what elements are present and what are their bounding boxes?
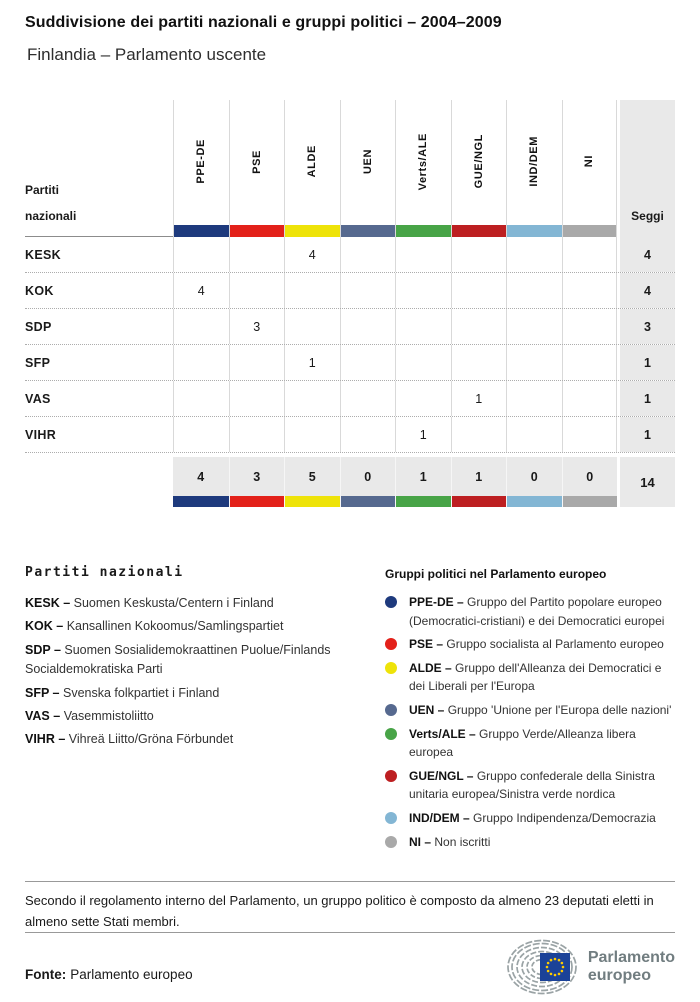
value-cell <box>562 273 618 308</box>
legend-item: SFP – Svenska folkpartiet i Finland <box>25 685 220 700</box>
table-row-vihr <box>25 417 675 453</box>
column-header-gue-ngl: GUE/NGL <box>451 100 507 237</box>
total-cell: 4 <box>173 457 229 507</box>
seats-cell: 1 <box>620 417 675 452</box>
legend-color-dot <box>385 836 397 848</box>
legend-item: UEN – Gruppo 'Unione per l'Europa delle nazioni' <box>385 701 675 720</box>
value-cell <box>562 417 618 452</box>
column-header-verts-ale: Verts/ALE <box>395 100 451 237</box>
value-cell <box>395 309 451 344</box>
group-color-bar <box>285 225 340 237</box>
page-title: Suddivisione dei partiti nazionali e gruppi politici – 2004–2009 <box>25 14 502 31</box>
column-header-alde: ALDE <box>284 100 340 237</box>
value-cell <box>506 309 562 344</box>
political-groups-legend <box>385 565 675 856</box>
total-cell: 3 <box>229 457 285 507</box>
source-label: Fonte: <box>25 967 67 982</box>
group-color-bar <box>396 496 451 507</box>
party-name: VAS <box>25 391 51 406</box>
national-parties-legend <box>25 565 355 856</box>
value-cell <box>229 417 285 452</box>
party-name: SDP <box>25 319 52 334</box>
footnote: Secondo il regolamento interno del Parlamento, un gruppo politico è composto da almeno 23 deputati eletti in almeno sette Stati membri. <box>25 881 675 932</box>
value-cell <box>451 273 507 308</box>
group-color-bar <box>452 496 507 507</box>
value-cell <box>451 237 507 272</box>
table-row-sdp <box>25 309 675 345</box>
value-cell: 4 <box>284 237 340 272</box>
group-color-bar <box>452 225 507 237</box>
legend-color-dot <box>385 638 397 650</box>
seats-cell: 1 <box>620 345 675 380</box>
party-name: VIHR <box>25 427 57 442</box>
seats-cell: 3 <box>620 309 675 344</box>
page-subtitle: Finlandia – Parlamento uscente <box>27 45 267 64</box>
group-color-bar <box>230 225 285 237</box>
legend-color-dot <box>385 812 397 824</box>
value-cell <box>340 309 396 344</box>
seats-cell: 4 <box>620 237 675 272</box>
corner-header-label: Partiti nazionali <box>25 183 77 223</box>
value-cell: 4 <box>173 273 229 308</box>
column-header-ind-dem: IND/DEM <box>506 100 562 237</box>
column-header-pse: PSE <box>229 100 285 237</box>
value-cell <box>284 417 340 452</box>
total-cell: 1 <box>451 457 507 507</box>
value-cell <box>395 345 451 380</box>
legend-item: KESK – Suomen Keskusta/Centern i Finland <box>25 596 274 610</box>
value-cell <box>229 237 285 272</box>
column-header-uen: UEN <box>340 100 396 237</box>
table-row-kok <box>25 273 675 309</box>
group-color-bar <box>174 225 229 237</box>
logo-wordmark: Parlamento europeo <box>587 948 675 984</box>
value-cell <box>229 273 285 308</box>
value-cell <box>340 345 396 380</box>
value-cell: 3 <box>229 309 285 344</box>
value-cell <box>506 237 562 272</box>
legend-item: Verts/ALE – Gruppo Verde/Alleanza libera europea <box>385 725 675 762</box>
total-cell: 1 <box>395 457 451 507</box>
group-color-bar <box>396 225 451 237</box>
legend-item: ALDE – Gruppo dell'Alleanza dei Democratici e dei Liberali per l'Europa <box>385 659 675 696</box>
legends-section <box>25 565 675 856</box>
legend-item: KOK – Kansallinen Kokoomus/Samlingspartiet <box>25 619 284 634</box>
value-cell <box>395 381 451 416</box>
group-color-bar <box>341 496 396 507</box>
value-cell <box>340 273 396 308</box>
value-cell <box>562 237 618 272</box>
legend-item: IND/DEM – Gruppo Indipendenza/Democrazia <box>385 809 675 828</box>
total-cell: 0 <box>562 457 618 507</box>
corner-header <box>25 100 173 237</box>
group-color-bar <box>563 496 618 507</box>
legend-item: VAS – Vasemmistoliitto <box>25 708 154 723</box>
value-cell <box>340 417 396 452</box>
value-cell <box>451 345 507 380</box>
legend-item: PPE-DE – Gruppo del Partito popolare europeo (Democratici-cristiani) e dei Democratici europei <box>385 593 675 630</box>
value-cell <box>395 273 451 308</box>
seats-column-header: Seggi <box>620 100 675 237</box>
total-seats-cell: 14 <box>620 457 675 507</box>
value-cell <box>506 273 562 308</box>
legend-color-dot <box>385 770 397 782</box>
value-cell <box>173 237 229 272</box>
value-cell <box>562 345 618 380</box>
value-cell: 1 <box>395 417 451 452</box>
totals-empty-label <box>25 457 173 507</box>
value-cell <box>173 381 229 416</box>
table-row-vas <box>25 381 675 417</box>
value-cell <box>562 381 618 416</box>
table-row-sfp <box>25 345 675 381</box>
legend-color-dot <box>385 596 397 608</box>
value-cell <box>340 381 396 416</box>
value-cell <box>284 381 340 416</box>
value-cell: 1 <box>451 381 507 416</box>
value-cell <box>562 309 618 344</box>
value-cell <box>340 237 396 272</box>
value-cell <box>173 417 229 452</box>
column-header-ppe-de: PPE-DE <box>173 100 229 237</box>
column-header-ni: NI <box>562 100 618 237</box>
value-cell <box>506 345 562 380</box>
value-cell <box>229 381 285 416</box>
value-cell <box>173 309 229 344</box>
value-cell <box>451 309 507 344</box>
seats-cell: 1 <box>620 381 675 416</box>
seats-table <box>25 100 675 507</box>
total-cell: 0 <box>340 457 396 507</box>
legend-item: SDP – Suomen Sosialidemokraattinen Puolue/Finlands Socialdemokratiska Parti <box>25 642 331 677</box>
value-cell <box>229 345 285 380</box>
group-color-bar <box>507 225 562 237</box>
value-cell <box>284 309 340 344</box>
value-cell <box>506 381 562 416</box>
legend-item: GUE/NGL – Gruppo confederale della Sinistra unitaria europea/Sinistra verde nordica <box>385 767 675 804</box>
page-header <box>25 14 675 65</box>
national-parties-legend-title: Partiti nazionali <box>25 565 184 580</box>
value-cell <box>395 237 451 272</box>
divider <box>25 932 675 933</box>
party-name: KESK <box>25 247 61 262</box>
political-groups-legend-title: Gruppi politici nel Parlamento europeo <box>385 567 607 581</box>
value-cell <box>173 345 229 380</box>
table-header-row <box>25 100 675 237</box>
value-cell <box>284 273 340 308</box>
group-color-bar <box>285 496 340 507</box>
total-cell: 5 <box>284 457 340 507</box>
legend-item: PSE – Gruppo socialista al Parlamento europeo <box>385 635 675 654</box>
source-row <box>25 938 675 996</box>
group-color-bar <box>563 225 617 237</box>
legend-color-dot <box>385 662 397 674</box>
party-name: KOK <box>25 283 54 298</box>
value-cell <box>451 417 507 452</box>
legend-item: NI – Non iscritti <box>385 833 675 852</box>
group-color-bar <box>341 225 396 237</box>
seats-cell: 4 <box>620 273 675 308</box>
party-name: SFP <box>25 355 51 370</box>
group-color-bar <box>173 496 229 507</box>
source-text: Fonte: Parlamento europeo <box>25 967 193 982</box>
european-parliament-logo <box>506 939 675 995</box>
group-color-bar <box>230 496 285 507</box>
value-cell <box>506 417 562 452</box>
table-totals-row <box>25 457 675 507</box>
legend-color-dot <box>385 704 397 716</box>
total-cell: 0 <box>506 457 562 507</box>
legend-item: VIHR – Vihreä Liitto/Gröna Förbundet <box>25 732 234 747</box>
group-color-bar <box>507 496 562 507</box>
table-row-kesk <box>25 237 675 273</box>
legend-color-dot <box>385 728 397 740</box>
ep-hemicycle-icon <box>506 939 580 995</box>
value-cell: 1 <box>284 345 340 380</box>
